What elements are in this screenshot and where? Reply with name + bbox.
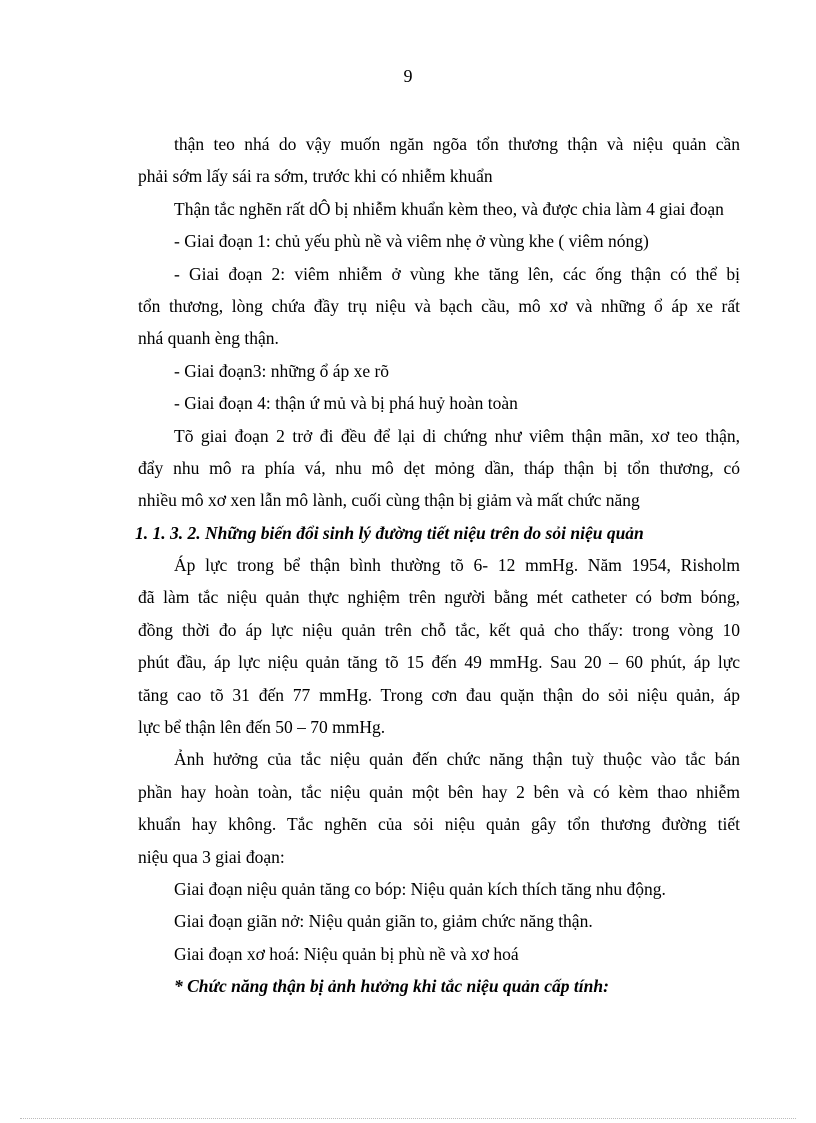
paragraph-line: tăng cao tõ 31 đến 77 mmHg. Trong cơn đau quặn thận do sỏi niệu quản, áp xyxy=(138,684,740,705)
paragraph-line: lực bể thận lên đến 50 – 70 mmHg. xyxy=(138,717,386,738)
paragraph-line: Áp lực trong bể thận bình thường tõ 6- 12 mmHg. Năm 1954, Risholm xyxy=(174,555,740,576)
paragraph-line: Ảnh hưởng của tắc niệu quản đến chức năng thận tuỳ thuộc vào tắc bán xyxy=(174,749,740,770)
page-number: 9 xyxy=(403,66,413,86)
paragraph-line: phải sớm lấy sái ra sớm, trước khi có nhiễm khuẩn xyxy=(138,166,493,187)
paragraph-line: phút đầu, áp lực niệu quản tăng tõ 15 đến 49 mmHg. Sau 20 – 60 phút, áp lực xyxy=(138,652,740,673)
list-item-stage-2: - Giai đoạn 2: viêm nhiễm ở vùng khe tăng lên, các ống thận có thể bị xyxy=(174,263,740,284)
list-item-stage-1: - Giai đoạn 1: chủ yếu phù nề và viêm nhẹ ở vùng khe ( viêm nóng) xyxy=(174,231,649,252)
paragraph-line: nhá quanh èng thận. xyxy=(138,328,279,349)
page-bottom-divider xyxy=(20,1118,796,1119)
paragraph-line: Thận tắc nghẽn rất dÔ bị nhiễm khuẩn kèm theo, và được chia làm 4 giai đoạn xyxy=(174,198,724,219)
paragraph-line: niệu qua 3 giai đoạn: xyxy=(138,846,285,867)
paragraph-line: tổn thương, lòng chứa đầy trụ niệu và bạch cầu, mô xơ và những ổ áp xe rất xyxy=(138,295,740,316)
paragraph-line: khuẩn hay không. Tắc nghẽn của sỏi niệu quản gây tổn thương đường tiết xyxy=(138,814,740,835)
document-body xyxy=(135,128,740,1003)
list-item-stage-4: - Giai đoạn 4: thận ứ mủ và bị phá huỷ hoàn toàn xyxy=(174,393,518,414)
paragraph-line: thận teo nhá do vậy muốn ngăn ngõa tổn thương thận và niệu quản cần xyxy=(174,134,740,154)
list-item-phase: Giai đoạn giãn nở: Niệu quản giãn to, giảm chức năng thận. xyxy=(174,911,593,932)
list-item-stage-3: - Giai đoạn3: những ổ áp xe rõ xyxy=(174,360,390,381)
paragraph-line: đồng thời đo áp lực niệu quản trên chỗ tắc, kết quả cho thấy: trong vòng 10 xyxy=(138,619,740,640)
paragraph-line: đẩy nhu mô ra phía vá, nhu mô dẹt mỏng dần, tháp thận bị tổn thương, có xyxy=(138,457,740,478)
paragraph-line: phần hay hoàn toàn, tắc niệu quản một bên hay 2 bên và có kèm thao nhiễm xyxy=(138,781,740,802)
list-item-phase: Giai đoạn niệu quản tăng co bóp: Niệu quản kích thích tăng nhu động. xyxy=(174,878,666,899)
paragraph-line: Tõ giai đoạn 2 trở đi đều để lại di chứng như viêm thận mãn, xơ teo thận, xyxy=(174,425,740,446)
section-heading: 1. 1. 3. 2. Những biến đổi sinh lý đường tiết niệu trên do sỏi niệu quản xyxy=(135,522,644,543)
paragraph-line: nhiều mô xơ xen lẫn mô lành, cuối cùng thận bị giảm và mất chức năng xyxy=(138,490,640,511)
list-item-phase: Giai đoạn xơ hoá: Niệu quản bị phù nề và xơ hoá xyxy=(174,943,519,964)
subsection-heading: * Chức năng thận bị ảnh hưởng khi tắc niệu quản cấp tính: xyxy=(174,976,609,997)
paragraph-line: đã làm tắc niệu quản thực nghiệm trên người bằng mét catheter có bơm bóng, xyxy=(138,587,740,608)
